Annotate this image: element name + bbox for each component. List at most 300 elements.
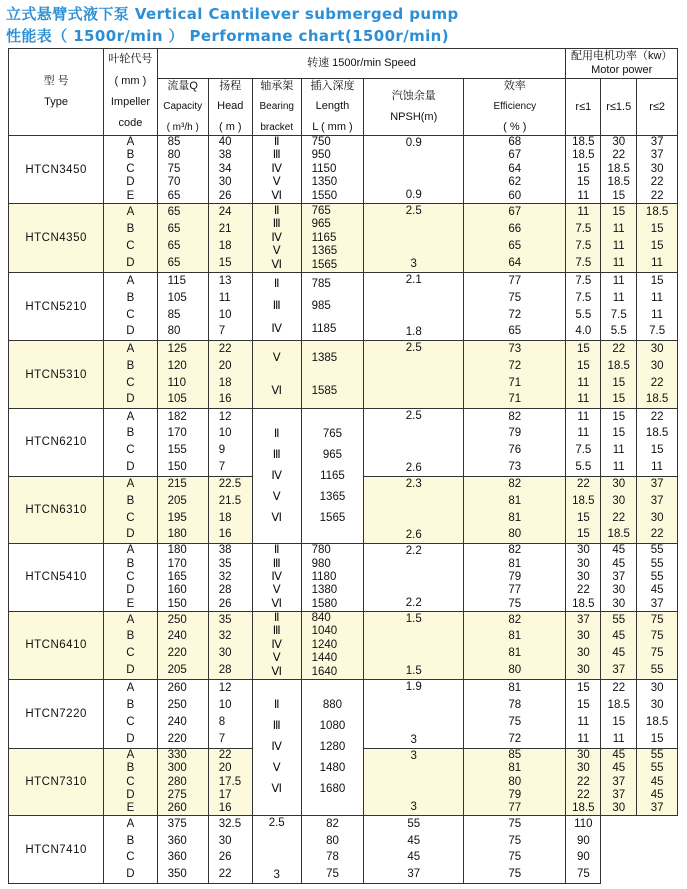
efficiency-cell-value: 71 — [508, 393, 522, 406]
motor-r15-cell-value: 15 — [612, 715, 626, 728]
motor-r1-cell-value: 4.0 — [575, 325, 592, 338]
length-cell-value: 1565 — [319, 511, 346, 524]
motor-r2-cell-value: 15 — [650, 732, 664, 745]
table-row — [9, 680, 678, 749]
efficiency-cell-value: 60 — [508, 189, 522, 202]
head-cell — [208, 748, 252, 816]
npsh-cell — [364, 476, 464, 544]
motor-r15-cell — [601, 476, 637, 544]
npsh-cell-value: 2.2 — [405, 596, 422, 609]
motor-r2-cell-value: 90 — [576, 851, 590, 864]
motor-r1-cell-value: 7.5 — [575, 291, 592, 304]
head-cell-value: 10 — [218, 308, 232, 321]
motor-r1-cell-value: 45 — [407, 834, 421, 847]
capacity-cell-value: 215 — [167, 478, 187, 491]
head-cell-value: 28 — [218, 664, 232, 677]
motor-r15-cell — [601, 544, 637, 612]
npsh-cell-value: 1.5 — [405, 612, 422, 625]
head-cell — [208, 135, 252, 204]
motor-r1-cell — [566, 341, 601, 409]
capacity-cell-value: 65 — [167, 206, 181, 219]
motor-r1-cell-value: 30 — [576, 630, 590, 643]
motor-r1-cell-value: 55 — [407, 818, 421, 831]
motor-r15-cell-value: 11 — [612, 291, 625, 304]
motor-r2-cell — [566, 816, 601, 884]
head-cell-value: 7 — [218, 460, 226, 473]
impeller-code-cell-value: C — [126, 775, 135, 788]
model-cell: HTCN7310 — [9, 748, 104, 816]
head-cell-value: 40 — [218, 135, 232, 148]
motor-r2-cell-value: 90 — [576, 834, 590, 847]
head-cell-value: 32.5 — [218, 818, 242, 831]
head-cell — [208, 611, 252, 680]
model-cell: HTCN6410 — [9, 611, 104, 680]
impeller-code-cell-value: A — [126, 274, 135, 287]
head-cell-value: 8 — [218, 715, 226, 728]
motor-r1-cell-value: 18.5 — [572, 149, 595, 162]
length-cell-value: 780 — [311, 544, 331, 557]
header-motor: 配用电机功率（kw） Motor power — [566, 49, 678, 79]
capacity-cell-value: 105 — [167, 291, 187, 304]
capacity-cell-value: 260 — [167, 802, 187, 815]
length-cell — [301, 408, 364, 543]
length-cell-value: 1565 — [311, 258, 338, 271]
bearing-cell — [252, 272, 301, 341]
motor-r1-cell-value: 15 — [576, 162, 590, 175]
impeller-code-cell-value: B — [126, 834, 135, 847]
head-cell — [208, 272, 252, 341]
efficiency-cell-value: 65 — [508, 240, 522, 252]
motor-r2-cell-value: 22 — [650, 410, 664, 423]
impeller-code-cell-value: D — [126, 393, 135, 406]
motor-r15-cell-value: 22 — [612, 343, 626, 356]
impeller-code-cell-value: B — [126, 223, 135, 236]
impeller-code-cell-value: A — [126, 818, 135, 831]
motor-r1-cell-value: 22 — [576, 788, 590, 801]
efficiency-cell-value: 78 — [508, 699, 522, 712]
motor-r15-cell-value: 37 — [612, 570, 626, 583]
motor-r15-cell-value: 45 — [612, 630, 626, 643]
npsh-cell-value: 2.1 — [405, 273, 422, 286]
motor-r15-cell-value: 45 — [612, 748, 626, 761]
capacity-cell-value: 220 — [167, 647, 187, 660]
motor-r2-cell-value: 15 — [650, 444, 664, 457]
impeller-code-cell-value: A — [126, 410, 135, 423]
impeller-code-cell-value: D — [126, 584, 135, 597]
impeller-code-cell — [104, 204, 157, 273]
model-cell: HTCN5210 — [9, 272, 104, 341]
efficiency-cell — [464, 204, 566, 273]
header-capacity: 流量Q Capacity ( m³/h ) — [157, 79, 208, 135]
motor-r1-cell-value: 15 — [576, 343, 590, 356]
motor-r2-cell-value: 75 — [650, 647, 664, 660]
motor-r2-cell-value: 15 — [650, 240, 664, 252]
capacity-cell-value: 80 — [167, 149, 181, 162]
npsh-cell — [364, 611, 464, 680]
head-cell — [208, 816, 252, 884]
bearing-cell-value: Ⅱ — [273, 544, 280, 557]
impeller-code-cell-value: A — [126, 544, 135, 557]
capacity-cell-value: 115 — [167, 274, 186, 287]
bearing-cell-value: Ⅱ — [273, 611, 280, 624]
capacity-cell-value: 105 — [167, 393, 187, 406]
motor-r15-cell-value: 30 — [612, 584, 626, 597]
length-cell — [301, 204, 364, 273]
impeller-code-cell — [104, 408, 157, 476]
motor-r2-cell-value: 30 — [650, 343, 664, 356]
capacity-cell — [157, 204, 208, 273]
motor-r15-cell-value: 15 — [612, 410, 626, 423]
capacity-cell — [157, 748, 208, 816]
head-cell-value: 30 — [218, 176, 232, 189]
head-cell-value: 32 — [218, 630, 232, 643]
npsh-cell-value: 3 — [273, 869, 280, 881]
bearing-cell-value: Ⅲ — [272, 300, 281, 313]
length-cell-value: 1585 — [311, 384, 338, 397]
length-cell-value: 1165 — [311, 231, 337, 244]
motor-r2-cell — [637, 611, 678, 680]
motor-r2-cell — [637, 341, 678, 409]
head-cell-value: 26 — [218, 189, 232, 202]
header-r15: r≤1.5 — [601, 79, 637, 135]
bearing-cell-value: Ⅱ — [273, 277, 280, 290]
efficiency-cell — [464, 544, 566, 612]
capacity-cell-value: 65 — [167, 240, 181, 252]
impeller-code-cell — [104, 476, 157, 544]
model-cell: HTCN7410 — [9, 816, 104, 884]
npsh-cell — [364, 204, 464, 273]
motor-r15-cell-value: 15 — [612, 376, 626, 389]
motor-r1-cell-value: 18.5 — [572, 597, 595, 610]
motor-r1-cell-value: 15 — [576, 699, 590, 712]
bearing-cell — [252, 341, 301, 409]
motor-r15-cell — [601, 680, 637, 749]
motor-r15-cell — [464, 816, 566, 884]
chart-title-line2: 性能表（ 1500r/min ） Performane chart(1500r/min) — [6, 27, 450, 45]
model-cell: HTCN6310 — [9, 476, 104, 544]
header-r1: r≤1 — [566, 79, 601, 135]
length-cell-value: 1080 — [319, 720, 346, 733]
head-cell-value: 32 — [218, 570, 232, 583]
motor-r1-cell-value: 15 — [576, 528, 590, 541]
motor-r15-cell-value: 45 — [612, 544, 626, 557]
efficiency-cell-value: 73 — [508, 460, 522, 473]
impeller-code-cell-value: C — [126, 162, 135, 175]
motor-r2-cell — [637, 272, 678, 341]
capacity-cell-value: 250 — [167, 699, 187, 712]
motor-r2-cell-value: 75 — [650, 630, 664, 643]
motor-r2-cell-value: 110 — [574, 818, 593, 831]
motor-r2-cell-value: 55 — [650, 762, 664, 775]
head-cell — [208, 680, 252, 749]
impeller-code-cell-value: D — [126, 325, 135, 338]
capacity-cell-value: 220 — [167, 732, 187, 745]
bearing-cell-value: Ⅳ — [271, 638, 283, 651]
motor-r1-cell-value: 18.5 — [572, 494, 595, 507]
bearing-cell-value: Ⅲ — [272, 218, 281, 231]
capacity-cell-value: 65 — [167, 256, 181, 269]
model-cell: HTCN4350 — [9, 204, 104, 273]
length-cell-value: 840 — [311, 611, 331, 624]
motor-r1-cell-value: 11 — [577, 376, 590, 389]
npsh-cell-value: 3 — [410, 749, 417, 762]
capacity-cell-value: 70 — [167, 176, 181, 189]
head-cell-value: 26 — [218, 597, 232, 610]
npsh-cell-value: 2.5 — [405, 205, 422, 218]
impeller-code-cell-value: D — [126, 868, 135, 881]
motor-r15-cell-value: 7.5 — [610, 308, 627, 321]
motor-r2-cell-value: 55 — [650, 748, 664, 761]
motor-r2-cell-value: 75 — [650, 613, 664, 626]
efficiency-cell-value: 68 — [508, 135, 522, 148]
motor-r15-cell-value: 37 — [612, 664, 626, 677]
motor-r15-cell-value: 22 — [612, 511, 626, 524]
motor-r1-cell-value: 7.5 — [575, 274, 592, 287]
bearing-cell-value: Ⅴ — [272, 584, 281, 597]
capacity-cell-value: 80 — [167, 325, 181, 338]
performance-chart — [8, 48, 678, 884]
motor-r1-cell-value: 22 — [576, 584, 590, 597]
motor-r15-cell-value: 30 — [612, 494, 626, 507]
motor-r1-cell — [566, 476, 601, 544]
impeller-code-cell — [104, 341, 157, 409]
motor-r2-cell-value: 45 — [650, 788, 664, 801]
motor-r15-cell-value: 45 — [612, 762, 626, 775]
efficiency-cell-value: 75 — [508, 597, 522, 610]
motor-r2-cell — [637, 135, 678, 204]
model-cell: HTCN6210 — [9, 408, 104, 476]
motor-r15-cell-value: 18.5 — [607, 162, 630, 175]
header-head: 扬程 Head ( m ) — [208, 79, 252, 135]
npsh-cell-value: 2.5 — [405, 342, 422, 355]
efficiency-cell-value: 62 — [508, 176, 522, 189]
motor-r15-cell — [601, 748, 637, 816]
impeller-code-cell-value: A — [126, 478, 135, 491]
motor-r2-cell-value: 11 — [651, 308, 664, 321]
impeller-code-cell-value: D — [126, 176, 135, 189]
efficiency-cell — [464, 341, 566, 409]
head-cell-value: 18 — [218, 376, 232, 389]
bearing-cell-value: Ⅳ — [271, 469, 283, 482]
efficiency-cell-value: 72 — [508, 308, 522, 321]
head-cell-value: 22.5 — [218, 478, 242, 491]
length-cell-value: 1240 — [311, 638, 338, 651]
efficiency-cell-value: 67 — [508, 149, 522, 162]
performance-table — [8, 48, 678, 884]
bearing-cell — [252, 204, 301, 273]
head-cell-value: 17.5 — [218, 775, 242, 788]
header-type: 型 号 Type — [9, 49, 104, 136]
efficiency-cell-value: 81 — [508, 682, 522, 695]
head-cell-value: 16 — [218, 393, 232, 406]
capacity-cell-value: 170 — [167, 427, 187, 440]
length-cell-value: 1040 — [311, 625, 338, 638]
motor-r15-cell-value: 18.5 — [607, 359, 630, 372]
impeller-code-cell-value: A — [126, 343, 135, 356]
motor-r1-cell-value: 30 — [576, 647, 590, 660]
efficiency-cell-value: 71 — [508, 376, 522, 389]
length-cell — [301, 680, 364, 816]
bearing-cell-value: Ⅲ — [272, 448, 281, 461]
bearing-cell-value: Ⅳ — [271, 231, 283, 244]
efficiency-cell-value: 64 — [508, 162, 522, 175]
motor-r1-cell — [566, 272, 601, 341]
head-cell-value: 17 — [218, 788, 232, 801]
efficiency-cell-value: 73 — [508, 343, 522, 356]
impeller-code-cell-value: B — [126, 359, 135, 372]
motor-r15-cell — [601, 135, 637, 204]
motor-r1-cell — [566, 544, 601, 612]
npsh-cell — [364, 680, 464, 749]
head-cell-value: 16 — [218, 528, 232, 541]
length-cell-value: 1350 — [311, 176, 338, 189]
motor-r1-cell-value: 7.5 — [575, 223, 592, 236]
header-bearing: 轴承架 Bearing bracket — [252, 79, 301, 135]
impeller-code-cell-value: B — [126, 427, 135, 440]
impeller-code-cell-value: B — [126, 291, 135, 304]
motor-r2-cell-value: 7.5 — [649, 325, 666, 338]
capacity-cell-value: 65 — [167, 189, 181, 202]
bearing-cell-value: Ⅲ — [272, 149, 281, 162]
motor-r2-cell-value: 22 — [650, 376, 664, 389]
length-cell-value: 785 — [311, 277, 331, 290]
npsh-cell — [364, 272, 464, 341]
head-cell-value: 26 — [218, 851, 232, 864]
bearing-cell-value: Ⅴ — [272, 176, 281, 189]
bearing-cell-value: Ⅵ — [271, 384, 283, 397]
motor-r2-cell-value: 55 — [650, 557, 664, 570]
length-cell — [301, 341, 364, 409]
head-cell-value: 12 — [218, 410, 232, 423]
head-cell-value: 30 — [218, 647, 232, 660]
head-cell — [208, 408, 252, 476]
head-cell-value: 15 — [218, 256, 232, 269]
efficiency-cell-value: 64 — [508, 256, 522, 269]
motor-r2-cell-value: 15 — [650, 223, 664, 236]
efficiency-cell-value: 81 — [508, 494, 522, 507]
bearing-cell-value: Ⅴ — [272, 245, 281, 258]
model-cell: HTCN3450 — [9, 135, 104, 204]
efficiency-cell-value: 75 — [508, 291, 522, 304]
efficiency-cell-value: 67 — [508, 206, 522, 219]
impeller-code-cell — [104, 272, 157, 341]
impeller-code-cell-value: B — [126, 699, 135, 712]
motor-r15-cell-value: 18.5 — [607, 176, 630, 189]
efficiency-cell-value: 80 — [508, 664, 522, 677]
efficiency-cell-value: 82 — [326, 818, 339, 831]
header-npsh: 汽蚀余量 NPSH(m) — [364, 79, 464, 135]
motor-r1-cell-value: 37 — [407, 868, 421, 881]
capacity-cell — [157, 135, 208, 204]
npsh-cell-value: 0.9 — [405, 136, 422, 149]
model-cell: HTCN5310 — [9, 341, 104, 409]
motor-r2-cell — [637, 748, 678, 816]
npsh-cell-value: 2.2 — [405, 545, 422, 558]
length-cell-value: 1440 — [311, 652, 338, 665]
capacity-cell-value: 110 — [167, 376, 186, 389]
capacity-cell-value: 205 — [167, 664, 187, 677]
motor-r2-cell-value: 37 — [650, 597, 664, 610]
capacity-cell-value: 360 — [167, 834, 187, 847]
bearing-cell-value: Ⅵ — [271, 665, 283, 678]
head-cell-value: 28 — [218, 584, 232, 597]
efficiency-cell-value: 81 — [508, 511, 522, 524]
table-row — [9, 816, 678, 884]
length-cell-value: 1640 — [311, 665, 338, 678]
table-row — [9, 611, 678, 680]
motor-r15-cell-value: 18.5 — [607, 528, 630, 541]
efficiency-cell-value: 75 — [508, 715, 522, 728]
capacity-cell — [157, 816, 208, 884]
motor-r15-cell-value: 5.5 — [610, 325, 627, 338]
impeller-code-cell-value: C — [126, 308, 135, 321]
motor-r2-cell-value: 15 — [650, 274, 664, 287]
efficiency-cell-value: 66 — [508, 223, 522, 236]
motor-r1-cell-value: 11 — [577, 732, 590, 745]
capacity-cell-value: 65 — [167, 223, 181, 236]
efficiency-cell — [464, 611, 566, 680]
motor-r2-cell-value: 37 — [650, 802, 664, 815]
motor-r15-cell-value: 18.5 — [607, 699, 630, 712]
model-cell: HTCN5410 — [9, 544, 104, 612]
motor-r1-cell-value: 18.5 — [572, 802, 595, 815]
capacity-cell-value: 275 — [167, 788, 187, 801]
impeller-code-cell-value: C — [126, 376, 135, 389]
efficiency-cell-value: 82 — [508, 478, 522, 491]
motor-r15-cell-value: 55 — [612, 613, 626, 626]
bearing-cell-value: Ⅱ — [273, 204, 280, 217]
impeller-code-cell-value: A — [126, 206, 135, 219]
header-efficiency: 效率 Efficiency ( % ) — [464, 79, 566, 135]
length-cell-value: 980 — [311, 557, 331, 570]
motor-r15-cell-value: 11 — [612, 732, 625, 745]
length-cell-value: 1165 — [320, 469, 345, 482]
bearing-cell — [252, 611, 301, 680]
motor-r1-cell — [566, 748, 601, 816]
length-cell-value: 1550 — [311, 189, 338, 202]
head-cell-value: 18 — [218, 511, 232, 524]
length-cell-value: 1380 — [311, 584, 338, 597]
motor-r15-cell-value: 75 — [508, 834, 522, 847]
capacity-cell-value: 180 — [167, 544, 187, 557]
npsh-cell — [364, 544, 464, 612]
motor-r15-cell-value: 15 — [612, 206, 626, 219]
impeller-code-cell-value: C — [126, 570, 135, 583]
capacity-cell-value: 155 — [167, 444, 187, 457]
efficiency-cell-value: 79 — [508, 570, 522, 583]
motor-r1-cell-value: 11 — [577, 410, 590, 423]
head-cell — [208, 476, 252, 544]
motor-r2-cell-value: 45 — [650, 775, 664, 788]
motor-r15-cell-value: 15 — [612, 393, 626, 406]
efficiency-cell-value: 81 — [508, 762, 522, 775]
capacity-cell-value: 360 — [167, 851, 187, 864]
efficiency-cell-value: 81 — [508, 630, 522, 643]
motor-r15-cell-value: 75 — [508, 818, 522, 831]
motor-r2-cell-value: 37 — [650, 135, 664, 148]
capacity-cell — [157, 476, 208, 544]
capacity-cell-value: 375 — [167, 818, 187, 831]
impeller-code-cell-value: B — [126, 630, 135, 643]
efficiency-cell-value: 81 — [508, 557, 522, 570]
motor-r2-cell-value: 75 — [576, 868, 590, 881]
motor-r15-cell-value: 22 — [612, 149, 626, 162]
bearing-cell — [252, 544, 301, 612]
efficiency-cell-value: 72 — [508, 732, 522, 745]
model-cell: HTCN7220 — [9, 680, 104, 749]
length-cell — [301, 272, 364, 341]
impeller-code-cell-value: C — [126, 240, 135, 252]
